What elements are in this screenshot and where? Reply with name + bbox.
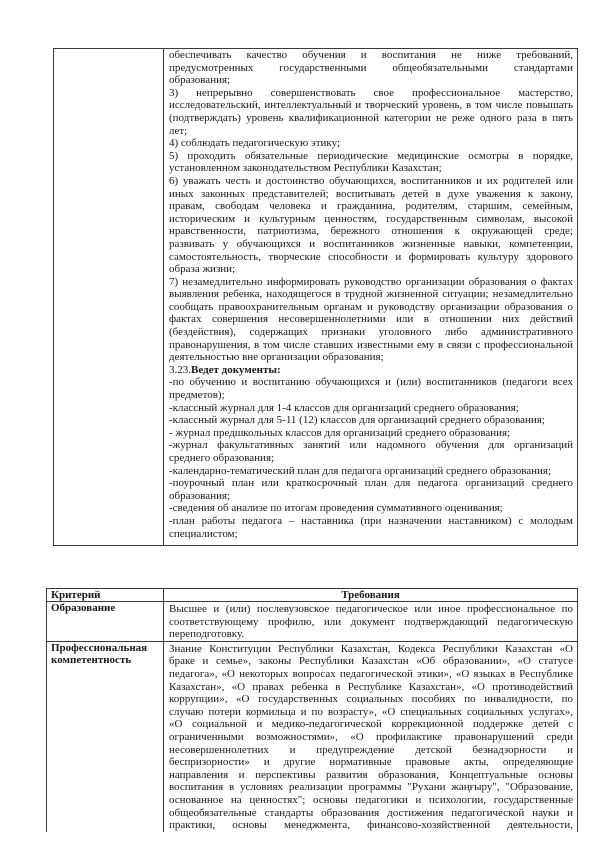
text-line: самостоятельность, творческие способности и формировать культуру здорового [169, 250, 573, 263]
text-line: воспитания в условиях реализации программы "Рухани жаңғыру", "Образование, [169, 781, 573, 794]
text-line: 5) проходить обязательные периодические медицинские осмотры в порядке, [169, 149, 573, 162]
text-line: переподготовку. [169, 628, 245, 641]
table-row [54, 49, 578, 546]
column-header-requirements: Требования [164, 589, 578, 602]
text-line: предусмотренных государственными общеобязательными стандартами [169, 61, 573, 74]
duties-list [169, 49, 573, 364]
text-line: -поурочный план или краткосрочный план для педагога организаций среднего [169, 477, 573, 490]
text-line: 3) непрерывно совершенствовать свое профессиональное мастерство, [169, 86, 573, 99]
text-line: развивать у обучающихся и воспитанников жизненные навыки, компетенции, [169, 237, 573, 250]
text-line: педагога», «О некоторых вопросах педагогической этики», «О языках в Республике [169, 667, 573, 680]
text-line: общеобязательные стандарты образования достижения педагогической науки и [169, 806, 573, 819]
text-line: образования; [169, 74, 231, 87]
text-line: установленном законодательством Республики Казахстан; [169, 162, 442, 175]
text-line: -календарно-тематический план для педагога организаций среднего образования; [169, 464, 552, 477]
table-row-professional-competence [47, 641, 578, 832]
criterion-label [51, 602, 159, 615]
text-line: -сведения об анализе по итогам проведения суммативного оценивания; [169, 502, 503, 515]
requirement-text [169, 603, 573, 641]
text-line: специалистом; [169, 527, 238, 540]
documents-list [169, 376, 573, 540]
text-line: (бездействия), содержащих признаки уголовного либо административного [169, 326, 573, 339]
text-line: коррупции», «О государственных социальных пособиях по инвалидности, по [169, 693, 573, 706]
column-header-criterion: Критерий [47, 589, 164, 602]
requirement-cell [164, 641, 578, 832]
criterion-line: Образование [51, 602, 116, 614]
requirement-cell [164, 602, 578, 642]
text-line: фактах совершения несовершеннолетними или в отношении них действий [169, 313, 573, 326]
text-line: сообщать правоохранительным органам и руководству организации образования о [169, 300, 573, 313]
text-line: 4) соблюдать педагогическую этику; [169, 137, 341, 150]
text-line: практики, основы менеджмента, финансово-хозяйственной деятельности, [169, 819, 573, 832]
empty-left-cell [54, 49, 164, 546]
criterion-cell [47, 641, 164, 832]
table-header-row [47, 589, 578, 602]
section-title: Ведет документы: [191, 363, 281, 376]
text-line: -план работы педагога – наставника (при назначении наставником) с молодым [169, 514, 573, 527]
text-line: предметов); [169, 389, 225, 402]
criterion-cell [47, 602, 164, 642]
text-line: основанное на ценностях"; основы педагогики и психологии, государственные [169, 793, 573, 806]
teacher-duties-table [53, 48, 578, 546]
text-line: Знание Конституции Республики Казахстан, Кодекса Республики Казахстан «О [169, 642, 573, 655]
text-line: ограниченными возможностями», «О профилактике правонарушений среди [169, 730, 573, 743]
text-line: «О социальной и медико-педагогической коррекционной поддержке детей с [169, 718, 573, 731]
text-line: среднего образования; [169, 452, 275, 464]
text-line: беспризорности» и другие нормативные правовые акты, определяющие [169, 756, 573, 769]
text-line: Казахстан», «О правах ребенка в Республике Казахстан», «О противодействий [169, 680, 573, 693]
text-line: -классный журнал для 5-11 (12) классов для организаций среднего образования; [169, 414, 545, 427]
text-line: исследовательский, интеллектуальный и творческий уровень, в том числе повышать [169, 99, 573, 112]
text-line: правам, свободам человека и гражданина, родителям, старшим, семейным, [169, 200, 573, 213]
qualification-requirements-table [46, 588, 578, 833]
text-line: случаю потери кормильца и по возрасту», «О специальных социальных услугах», [169, 705, 573, 718]
text-line: обеспечивать качество обучения и воспитания не ниже требований, [169, 49, 573, 61]
text-line: -по обучению и воспитанию обучающихся и (или) воспитанников (педагоги всех [169, 376, 573, 389]
text-line: -журнал факультативных занятий или надомного обучения для организаций [169, 439, 573, 452]
text-line: иных законных представителей; воспитывать детей в духе уважения к закону, [169, 187, 573, 200]
criterion-label [51, 642, 159, 667]
section-heading [169, 364, 573, 377]
text-line: (подтверждать) уровень квалификационной категории не реже одного раза в пять [169, 111, 573, 124]
text-line: Высшее и (или) послевузовское педагогическое или иное профессиональное по [169, 603, 573, 615]
text-line: несовершеннолетних и предупреждение детской безнадзорности и [169, 743, 573, 756]
duties-text-cell [164, 49, 578, 546]
text-line: 7) незамедлительно информировать руководство организации образования о фактах [169, 275, 573, 288]
text-line: браке и семье», законы Республики Казахстан «Об образовании», «О статусе [169, 655, 573, 668]
text-line: лет; [169, 124, 188, 137]
text-line: правонарушения, в том числе ставших известными ему в связи с профессиональной [169, 338, 573, 351]
criterion-line: компетентность [51, 654, 132, 667]
text-line: нравственности, патриотизма, бережного отношения к окружающей среде; [169, 225, 573, 238]
text-line: образа жизни; [169, 263, 236, 276]
text-line: деятельностью вне организации образования; [169, 351, 384, 364]
text-line: 6) уважать честь и достоинство обучающихся, воспитанников и их родителей или [169, 174, 573, 187]
text-line: - журнал предшкольных классов для организаций среднего образования; [169, 426, 511, 439]
page-cutoff [0, 832, 600, 849]
section-number: 3.23. [169, 363, 191, 376]
text-line: направления и перспективы развития образования, Концептуальные основы [169, 768, 573, 781]
text-line: историческим и культурным ценностям, государственным символам, высокой [169, 212, 573, 225]
text-line: образования; [169, 489, 231, 502]
text-line: -классный журнал для 1-4 классов для организаций среднего образования; [169, 401, 519, 414]
text-line: выявления ребенка, находящегося в трудной жизненной ситуации; незамедлительно [169, 288, 573, 301]
table-row-education [47, 602, 578, 642]
requirement-text [169, 643, 573, 832]
criterion-line: Профессиональная [51, 641, 148, 654]
text-line: соответствующему профилю, или документ подтверждающий педагогическую [169, 615, 573, 628]
